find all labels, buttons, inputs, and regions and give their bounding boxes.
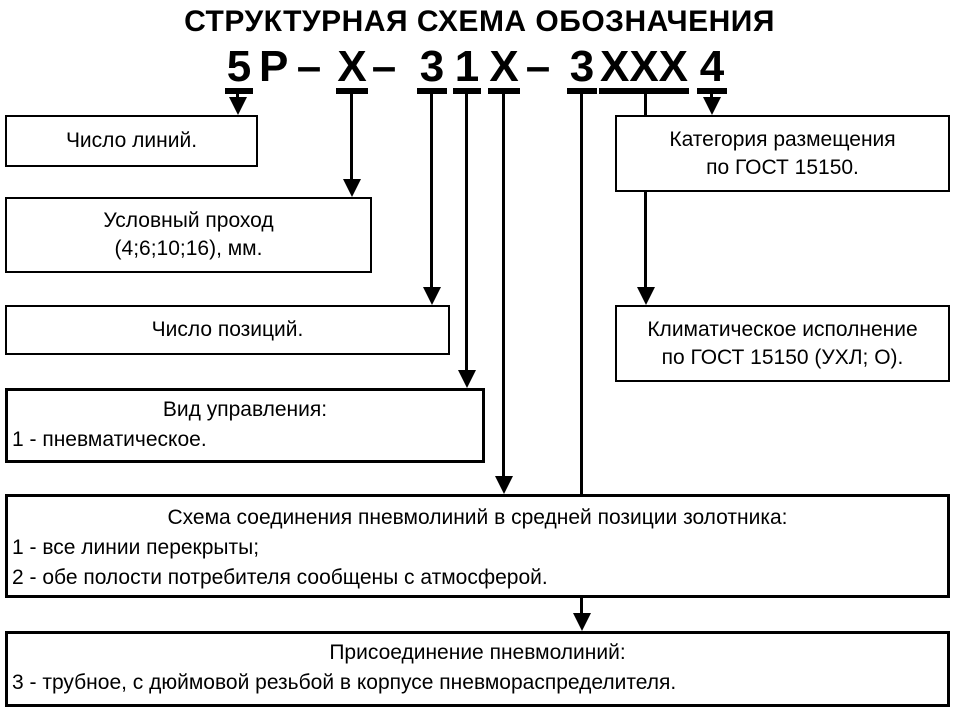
box-nominal-bore: [5, 197, 372, 273]
box-control-type: [5, 388, 485, 463]
connector-line-xxx-to-climatic-upper: [644, 93, 647, 116]
code-segment-xxx: ХХХ: [599, 46, 689, 94]
page-title: СТРУКТУРНАЯ СХЕМА ОБОЗНАЧЕНИЯ: [184, 5, 775, 38]
connector-line-3-to-positions-count: [430, 93, 433, 289]
code-segment-3-2: 3: [567, 46, 597, 94]
box-lines-count: [5, 115, 258, 167]
box-label: Категория размещения: [669, 127, 896, 151]
down-arrowhead-icon: [458, 370, 476, 388]
box-label: Схема соединения пневмолиний в средней позиции золотника:: [167, 506, 788, 529]
connector-line-x1-to-nominal-bore: [350, 93, 353, 181]
box-label: 1 - пневматическое.: [12, 428, 207, 451]
box-label: Климатическое исполнение: [647, 317, 918, 341]
code-segment-3-1: 3: [417, 46, 447, 94]
code-segment-r: Р: [259, 42, 289, 91]
box-label: 3 - трубное, с дюймовой резьбой в корпусе пневмораспределителя.: [12, 671, 677, 694]
box-label: 2 - обе полости потребителя сообщены с атмосферой.: [12, 566, 548, 589]
box-label: Число позиций.: [151, 318, 304, 341]
connector-line-xxx-to-climatic-lower: [644, 192, 647, 288]
down-arrowhead-icon: [229, 97, 247, 115]
box-label: по ГОСТ 15150.: [706, 155, 859, 179]
box-middle-position-scheme: [5, 494, 950, 598]
code-segment-dash-1: –: [296, 42, 322, 91]
down-arrowhead-icon: [343, 179, 361, 197]
code-segment-1: 1: [453, 46, 481, 94]
box-placement-category: [615, 115, 950, 192]
box-label: 1 - все линии перекрыты;: [12, 536, 260, 559]
box-lines-connection: [5, 631, 950, 707]
box-climatic-version: [615, 305, 950, 382]
code-segment-dash-2: –: [371, 42, 397, 91]
box-label: (4;6;10;16), мм.: [114, 237, 263, 260]
connector-line-3-to-lines-connection-lower: [580, 596, 583, 614]
connector-line-x2-to-middle-position-scheme: [502, 93, 505, 478]
box-label: Число линий.: [65, 129, 198, 152]
box-label: Условный проход: [103, 209, 274, 232]
code-segment-4: 4: [697, 46, 727, 94]
box-positions-count: [5, 305, 450, 355]
down-arrowhead-icon: [573, 613, 591, 631]
box-label: Присоединение пневмолиний:: [329, 641, 626, 664]
down-arrowhead-icon: [495, 476, 513, 494]
down-arrowhead-icon: [423, 287, 441, 305]
box-label: по ГОСТ 15150 (УХЛ; О).: [661, 345, 904, 369]
down-arrowhead-icon: [703, 97, 721, 115]
box-label: Вид управления:: [162, 398, 328, 421]
code-segment-5: 5: [225, 46, 253, 94]
code-segment-dash-3: –: [525, 42, 551, 91]
code-segment-x2: Х: [488, 46, 520, 94]
connector-line-3-to-lines-connection-upper: [580, 93, 583, 494]
down-arrowhead-icon: [637, 287, 655, 305]
connector-line-1-to-control-type: [465, 93, 468, 372]
code-segment-x1: Х: [336, 46, 368, 94]
